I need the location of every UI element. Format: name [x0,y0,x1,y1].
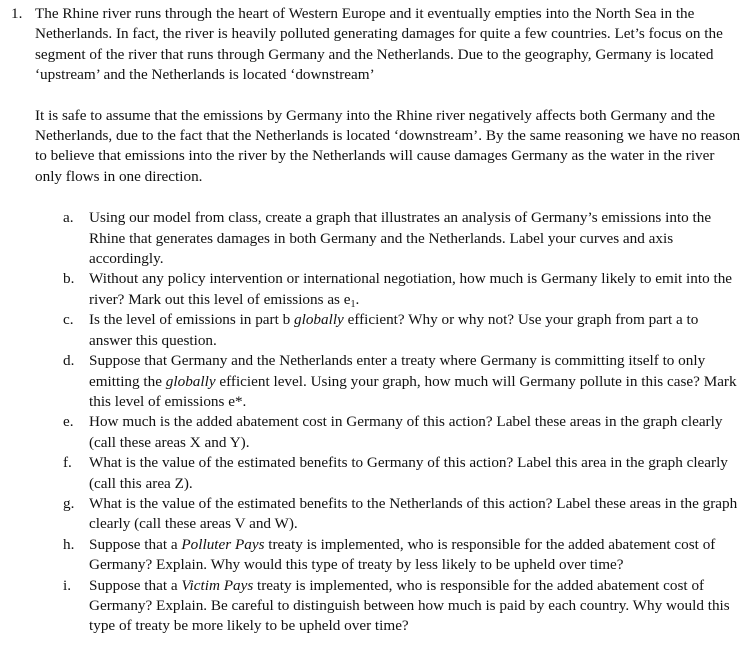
document [0,4,756,637]
question-number: 1. [11,5,23,22]
sub-question-letter: b. [63,270,75,288]
sub-question-text-end: treaty is implemented, who is responsible for the added abatement cost of Germany? Explain. Why would this type of treaty by less likely to be upheld over time? [89,535,716,574]
sub-question-letter: d. [63,352,75,370]
sub-question-text-end: efficient level. Using your graph, how much will Germany pollute in this case? Mark this level of emissions e*. [89,372,737,410]
sub-question-text: What is the value of the estimated benefits to Germany of this action? Label this area in the graph clearly (call this area Z). [89,454,728,492]
sub-question-g [63,494,742,535]
sub-question-letter: e. [63,413,74,431]
emphasis-text: Victim Pays [181,576,254,594]
sub-question-text: Is the level of emissions in part b [89,311,294,329]
sub-question-text-end: efficient? Why or why not? Use your graph from part a to answer this question. [89,311,699,349]
sub-question-text: What is the value of the estimated benefits to the Netherlands of this action? Label these areas in the graph clearly (call these areas V and W). [89,494,738,533]
sub-question-text: How much is the added abatement cost in Germany of this action? Label these areas in the graph clearly (call these areas X and Y). [89,413,723,451]
sub-question-d [63,351,742,412]
sub-question-letter: c. [63,311,74,329]
sub-question-f [63,453,742,494]
sub-question-text: Suppose that a [89,535,182,553]
sub-question-e [63,412,742,453]
sub-question-letter: f. [63,454,72,472]
question-1 [0,4,756,187]
sub-question-letter: a. [63,209,74,227]
sub-question-text: Suppose that a [89,576,182,594]
emphasis-text: globally [294,311,344,329]
emphasis-text: Polluter Pays [181,535,265,553]
sub-question-a [63,208,742,269]
context-paragraph: It is safe to assume that the emissions by Germany into the Rhine river negatively affects both Germany and the Netherlands, due to the fact that the Netherlands is located ‘downstream’. By the same reasoning we have no reason to believe that emissions into the river by the Netherlands will cause damages Germany as the water in the river only flows in one direction. [35,106,741,185]
emission-subscript: 1 [350,298,356,310]
emphasis-text: globally [165,372,216,390]
sub-question-c [63,310,742,351]
sub-question-list [0,208,756,637]
sub-question-text: Without any policy intervention or international negotiation, how much is Germany likely to emit into the river? Mark out this level of emissions as e [89,270,733,308]
intro-paragraph: The Rhine river runs through the heart of Western Europe and it eventually empties into the North Sea in the Netherlands. In fact, the river is heavily polluted generating damages for quite a few countries. Let’s focus on the segment of the river that runs through Germany and the Netherlands. Due to the geography, Germany is located ‘upstream’ and the Netherlands is located ‘downstream’ [35,5,723,84]
sub-question-h [63,535,742,576]
sub-question-letter: i. [63,576,72,594]
sub-question-text: Suppose that Germany and the Netherlands enter a treaty where Germany is committing itself to only emitting the [89,352,706,390]
sub-question-b [63,269,742,310]
sub-question-i [63,576,742,637]
sub-question-letter: g. [63,494,75,512]
sub-question-text-end: . [355,290,360,308]
sub-question-letter: h. [63,535,75,553]
sub-question-text-end: treaty is implemented, who is responsible for the added abatement cost of Germany? Explain. Be careful to distinguish between how much is paid by each country. Why would this type of treaty be more likely to be upheld over time? [89,576,730,635]
sub-question-text: Using our model from class, create a graph that illustrates an analysis of Germany’s emissions into the Rhine that generates damages in both Germany and the Netherlands. Label your curves and axis accordingly. [89,209,712,268]
